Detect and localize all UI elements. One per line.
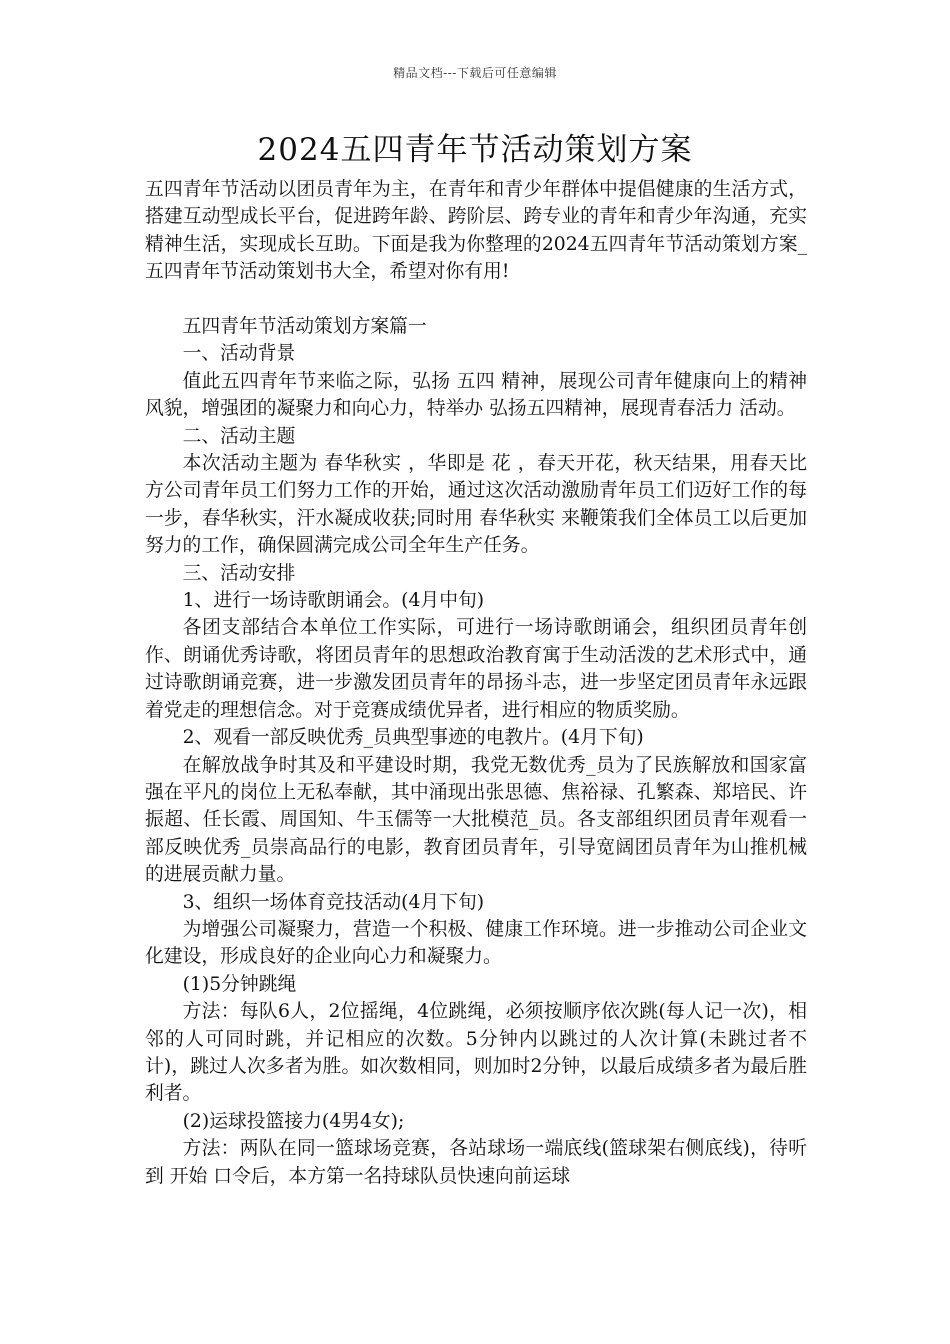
paragraph-background: 值此五四青年节来临之际，弘扬 五四 精神，展现公司青年健康向上的精神风貌，增强团的凝聚力和向心力，特举办 弘扬五四精神，展现青春活力 活动。 — [145, 370, 807, 420]
heading-arrangement: 三、活动安排 — [182, 562, 296, 584]
intro-paragraph: 五四青年节活动以团员青年为主，在青年和青少年群体中提倡健康的生活方式，搭建互动型成长平台，促进跨年龄、跨阶层、跨专业的青年和青少年沟通，充实精神生活，实现成长互助。下面是我为你整理的2024五四青年节活动策划方案_五四青年节活动策划书大全，希望对你有用! — [145, 179, 807, 283]
section-title-part-one: 五四青年节活动策划方案篇一 — [182, 316, 427, 338]
item-poetry-reading: 1、进行一场诗歌朗诵会。(4月中旬) — [182, 590, 485, 612]
heading-theme: 二、活动主题 — [182, 425, 296, 447]
paragraph-sports-event: 为增强公司凝聚力，营造一个积极、健康工作环境。进一步推动公司企业文化建设，形成良好的企业向心力和凝聚力。 — [145, 918, 807, 968]
paragraph-basketball-relay: 方法：两队在同一篮球场竞赛，各站球场一端底线(篮球架右侧底线)，待听到 开始 口令后，本方第一名持球队员快速向前运球 — [145, 1138, 807, 1187]
paragraph-rope-skipping: 方法：每队6人，2位摇绳，4位跳绳，必须按顺序依次跳(每人记一次)，相邻的人可同时跳，并记相应的次数。5分钟内以跳过的人次计算(未跳过者不计)，跳过人次多者为胜。如次数相同，则加时2分钟，以最后成绩多者为最后胜利者。 — [145, 1001, 807, 1105]
paragraph-poetry-reading: 各团支部结合本单位工作实际，可进行一场诗歌朗诵会，组织团员青年创作、朗诵优秀诗歌，将团员青年的思想政治教育寓于生动活泼的艺术形式中，通过诗歌朗诵竞赛，进一步激发团员青年的昂扬斗志，进一步坚定团员青年永远跟着党走的理想信念。对于竞赛成绩优异者，进行相应的物质奖励。 — [145, 617, 807, 721]
subitem-rope-skipping: (1)5分钟跳绳 — [182, 973, 297, 995]
subitem-basketball-relay: (2)运球投篮接力(4男4女); — [182, 1110, 405, 1132]
paragraph-theme: 本次活动主题为 春华秋实 ，华即是 花 ，春天开花，秋天结果，用春天比方公司青年员工们努力工作的开始，通过这次活动激励青年员工们迈好工作的每一步，春华秋实，汗水凝成收获;同时用 春华秋实 来鞭策我们全体员工以后更加努力的工作，确保圆满完成公司全年生产任务。 — [145, 453, 807, 557]
document-title: 2024五四青年节活动策划方案 — [257, 132, 693, 168]
item-sports-event: 3、组织一场体育竞技活动(4月下旬) — [182, 891, 485, 913]
paragraph-film-viewing: 在解放战争时其及和平建设时期，我党无数优秀_员为了民族解放和国家富强在平凡的岗位上无私奉献，其中涌现出张思德、焦裕禄、孔繁森、郑培民、许振超、任长霞、周国知、牛玉儒等一大批模范_员。各支部组织团员青年观看一部反映优秀_员崇高品行的电影，教育团员青年，引导宽阔团员青年为山推机械的进展贡献力量。 — [145, 754, 807, 886]
document-body — [145, 176, 807, 1190]
item-film-viewing: 2、观看一部反映优秀_员典型事迹的电教片。(4月下旬) — [182, 727, 644, 749]
heading-background: 一、活动背景 — [182, 343, 296, 365]
page-header: 精品文档---下载后可任意编辑 — [393, 66, 557, 80]
